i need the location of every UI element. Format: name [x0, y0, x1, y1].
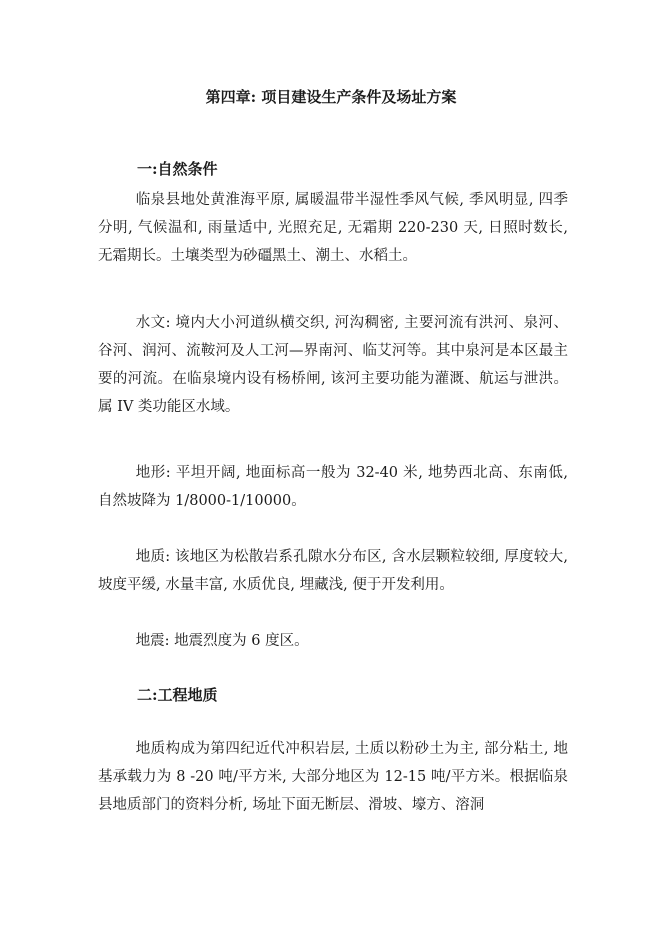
paragraph-earthquake: 地震: 地震烈度为 6 度区。: [135, 633, 309, 649]
paragraph-terrain: 地形: 平坦开阔, 地面标高一般为 32-40 米, 地势西北高、东南低, 自然坡降为 1/8000-1/10000。: [98, 465, 568, 509]
paragraph-geology: 地质: 该地区为松散岩系孔隙水分布区, 含水层颗粒较细, 厚度较大, 坡度平缓, 水量丰富, 水质优良, 埋藏浅, 便于开发利用。: [98, 549, 568, 593]
paragraph-geological-composition: 地质构成为第四纪近代冲积岩层, 土质以粉砂土为主, 部分粘土, 地基承载力为 8 -20 吨/平方米, 大部分地区为 12-15 吨/平方米。根据临泉县地质部门的资料分析, 场址下面无断层、滑坡、壕方、溶洞: [98, 741, 568, 813]
section-heading-engineering-geology: 二:工程地质: [137, 686, 218, 704]
section-heading-natural-conditions: 一:自然条件: [137, 160, 218, 178]
paragraph-hydrology: 水文: 境内大小河道纵横交织, 河沟稠密, 主要河流有洪河、泉河、谷河、润河、流鞍河及人工河—界南河、临艾河等。其中泉河是本区最主要的河流。在临泉境内设有杨桥闸, 该河主要功能为灌溉、航运与泄洪。属 IV 类功能区水域。: [98, 315, 568, 415]
paragraph-climate: 临泉县地处黄淮海平原, 属暖温带半湿性季风气候, 季风明显, 四季分明, 气候温和, 雨量适中, 光照充足, 无霜期 220-230 天, 日照时数长, 无霜期长。土壤类型为砂礓黑土、潮土、水稻土。: [98, 192, 568, 264]
chapter-title: 第四章: 项目建设生产条件及场址方案: [205, 88, 457, 106]
